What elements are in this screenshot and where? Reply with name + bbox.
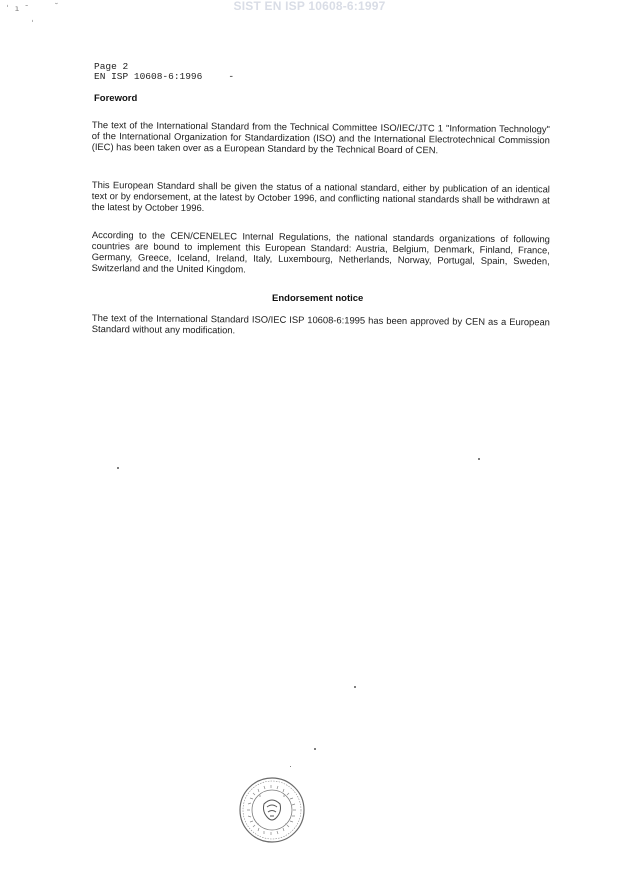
foreword-paragraph-3: According to the CEN/CENELEC Internal Regulations, the national standards organizations of following countries are bound to implement this European Standard: Austria, Belgium, Denmark, Finland, France, Germany, Greece, Iceland, Ireland, Italy, Luxembourg, Netherlands, Norway, Portugal, Spain, Sweden, Switzerland and the United Kingdom. [91, 229, 550, 275]
official-seal-icon [238, 776, 306, 844]
page-number: Page 2 [94, 61, 129, 72]
scan-speck [314, 748, 316, 750]
foreword-paragraph-2: This European Standard shall be given the status of a national standard, either by publication of an identical text or by endorsement, at the latest by October 1996, and conflicting national standards shall be withdrawn at the latest by October 1996. [91, 179, 550, 214]
header-dash: - [228, 71, 235, 82]
watermark: SIST EN ISP 10608-6:1997 [233, 0, 386, 13]
foreword-heading: Foreword [94, 93, 138, 104]
scan-speck [290, 766, 291, 767]
foreword-paragraph-1: The text of the International Standard from the Technical Committee ISO/IEC/JTC 1 "Information Technology" of the International Organization for Standardization (ISO) and the International Electrotechnical Commission (IEC) has been taken over as a European Standard by the Technical Board of CEN. [91, 119, 550, 156]
seal-graphic [238, 776, 306, 844]
document-id-text: EN ISP 10608-6:1996 [94, 71, 203, 82]
endorsement-paragraph: The text of the International Standard ISO/IEC ISP 10608-6:1995 has been approved by CEN as a European Standard without any modification. [91, 312, 550, 336]
document-id [94, 71, 234, 82]
scan-artifact-mark: ˌ [30, 14, 35, 23]
scan-speck [117, 467, 119, 469]
endorsement-heading: Endorsement notice [272, 293, 364, 304]
scan-artifact-mark: ˈ ı ˉ [5, 4, 30, 13]
scan-speck [478, 458, 480, 460]
scan-artifact-mark: ˘ [54, 2, 59, 11]
scan-speck [354, 686, 356, 688]
